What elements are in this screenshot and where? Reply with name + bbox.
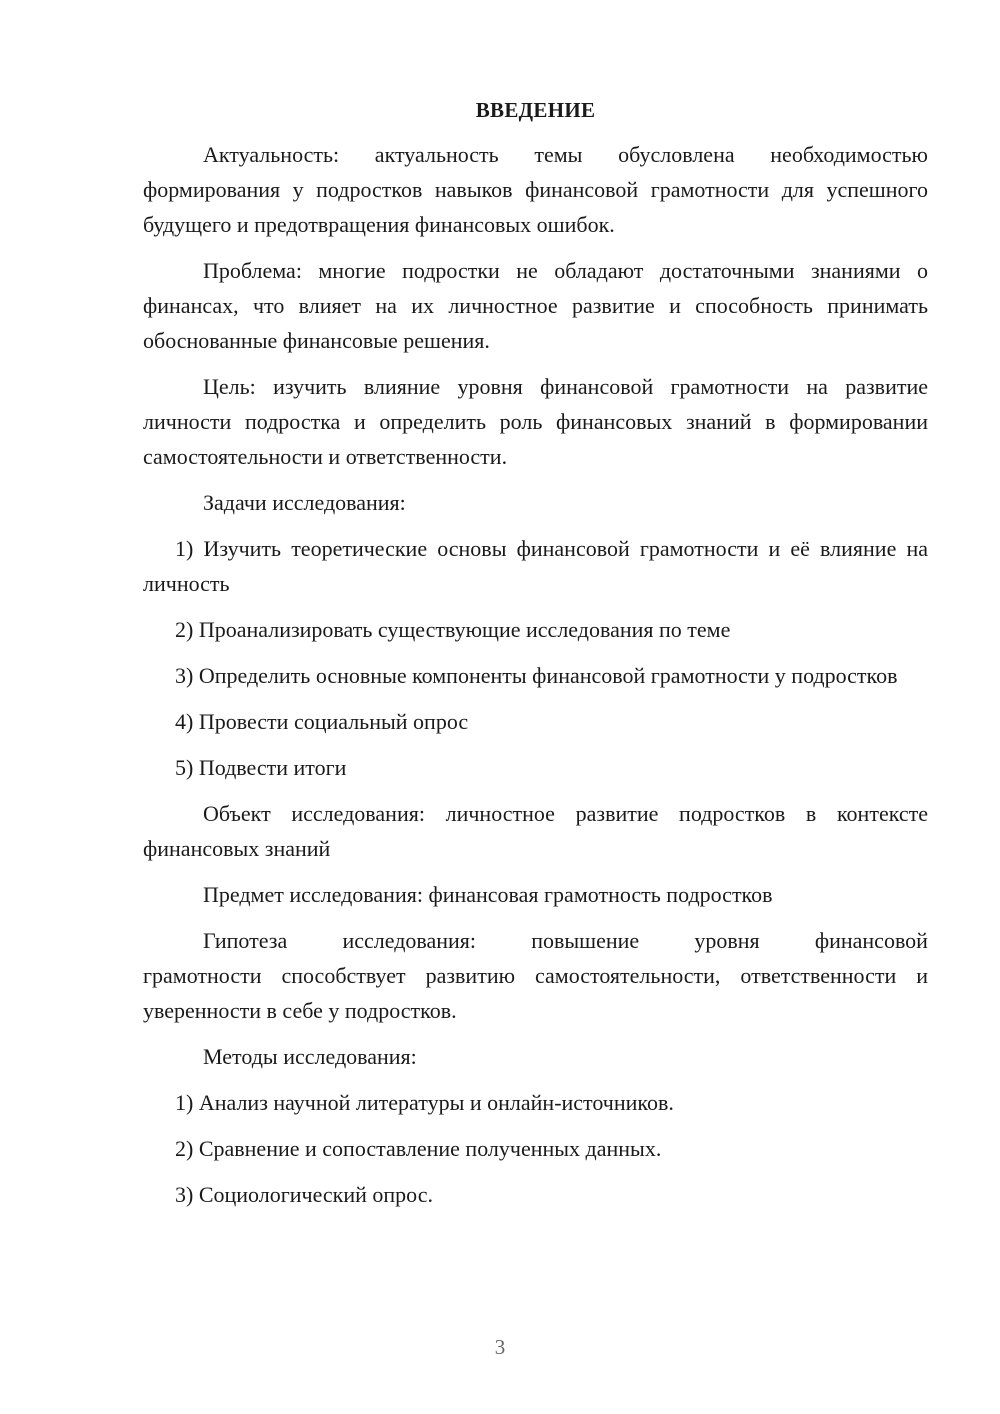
object-paragraph: Объект исследования: личностное развитие подростков в контексте финансовых знаний (143, 801, 928, 861)
task-item-4: 4) Провести социальный опрос (175, 709, 469, 734)
task-item-5: 5) Подвести итоги (175, 755, 347, 780)
page-title: ВВЕДЕНИЕ (475, 98, 596, 122)
method-item-3: 3) Социологический опрос. (175, 1182, 433, 1207)
problem-paragraph: Проблема: многие подростки не обладают достаточными знаниями о финансах, что влияет на их личностное развитие и способность принимать обоснованные финансовые решения. (143, 258, 928, 353)
task-item-1: 1) Изучить теоретические основы финансовой грамотности и её влияние на личность (143, 536, 928, 596)
hypothesis-word: уровня (694, 928, 760, 953)
task-item-2: 2) Проанализировать существующие исследования по теме (175, 617, 731, 642)
subject-paragraph: Предмет исследования: финансовая грамотность подростков (203, 882, 773, 907)
hypothesis-word: исследования: (342, 928, 477, 953)
hypothesis-word: повышение (531, 928, 640, 953)
method-item-2: 2) Сравнение и сопоставление полученных данных. (175, 1136, 662, 1161)
hypothesis-rest: грамотности способствует развитию самостоятельности, ответственности и уверенности в себе у подростков. (143, 963, 928, 1023)
document-page (143, 94, 928, 1223)
method-item-1: 1) Анализ научной литературы и онлайн-источников. (175, 1090, 674, 1115)
hypothesis-word: финансовой (814, 928, 928, 953)
hypothesis-paragraph (143, 923, 928, 1028)
hypothesis-word: Гипотеза (203, 928, 288, 953)
page-number: 3 (494, 1335, 506, 1359)
tasks-heading: Задачи исследования: (203, 490, 406, 515)
goal-paragraph: Цель: изучить влияние уровня финансовой грамотности на развитие личности подростка и определить роль финансовых знаний в формировании самостоятельности и ответственности. (143, 374, 928, 469)
relevance-paragraph: Актуальность: актуальность темы обусловлена необходимостью формирования у подростков навыков финансовой грамотности для успешного будущего и предотвращения финансовых ошибок. (143, 142, 928, 237)
methods-heading: Методы исследования: (203, 1044, 417, 1069)
hypothesis-first-line (143, 923, 928, 958)
task-item-3: 3) Определить основные компоненты финансовой грамотности у подростков (175, 663, 898, 688)
